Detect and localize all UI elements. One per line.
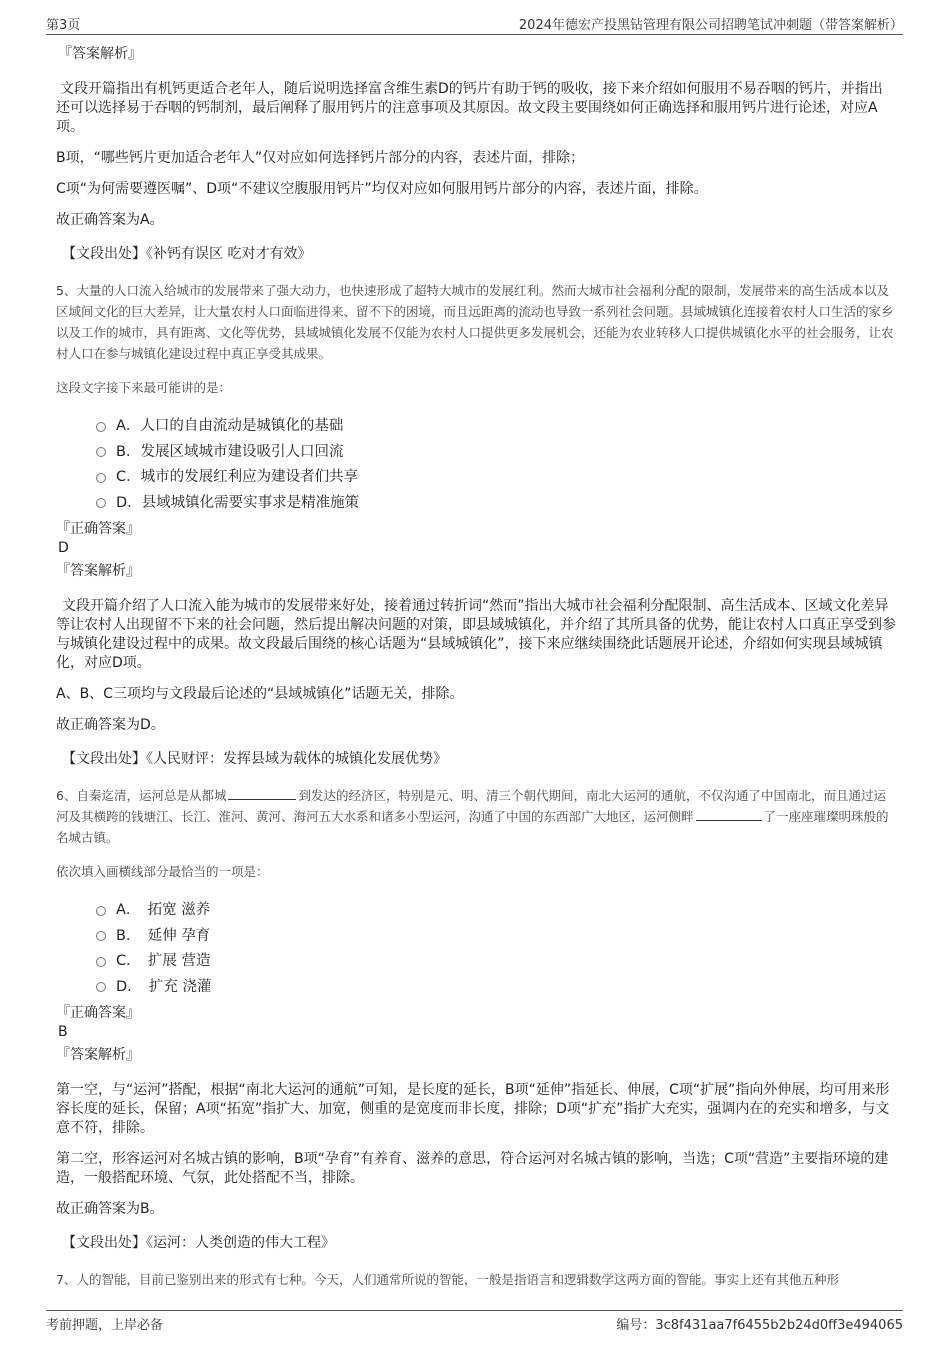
option-c[interactable] bbox=[96, 463, 896, 489]
q4-analysis bbox=[56, 44, 896, 264]
page-header bbox=[0, 0, 950, 34]
answer-value: B bbox=[58, 1024, 68, 1040]
option-d[interactable] bbox=[96, 973, 896, 999]
document-id: 编号：3c8f431aa7f6455b2b24d0ff3e494065 bbox=[616, 1318, 903, 1333]
question-text: 5、大量的人口流入给城市的发展带来了强大动力，也快速形成了超特大城市的发展红利。然而大城市社会福利分配的限制，发展带来的高生活成本以及区域间文化的巨大差异，让大量农村人口面临进得来、留不下的困境，而且远距离的流动也导致一系列社会问题。县域城镇化连接着农村人口生活的家乡以及工作的城市，具有距离、文化等优势，县域城镇化发展不仅能为农村人口提供更多发展机会，还能为农业转移人口提供城镇化水平的社会服务，让农村人口在参与城镇化建设过程中真正享受其成果。 bbox=[56, 283, 894, 361]
radio-icon[interactable] bbox=[96, 422, 106, 432]
option-list bbox=[56, 412, 896, 514]
option-a[interactable] bbox=[96, 412, 896, 438]
option-label: A． 拓宽 滋养 bbox=[116, 902, 211, 919]
option-d[interactable] bbox=[96, 489, 896, 515]
answer-label: 『正确答案』 bbox=[56, 521, 140, 537]
analysis-paragraph: C项“为何需要遵医嘱”、D项“不建议空腹服用钙片”均仅对应如何服用钙片部分的内容，表述片面，排除。 bbox=[56, 181, 708, 197]
option-label: B．发展区域城市建设吸引人口回流 bbox=[116, 443, 344, 460]
document-title: 2024年德宏产投黑钻管理有限公司招聘笔试冲刺题（带答案解析） bbox=[518, 18, 903, 33]
page-number: 第3页 bbox=[46, 18, 81, 33]
answer-label: 『正确答案』 bbox=[56, 1005, 140, 1021]
analysis-label: 『答案解析』 bbox=[56, 1047, 140, 1063]
question-7 bbox=[56, 1269, 896, 1290]
option-a[interactable] bbox=[96, 896, 896, 922]
option-list bbox=[56, 896, 896, 998]
radio-icon[interactable] bbox=[96, 498, 106, 508]
source-citation: 【文段出处】《补钙有误区 吃对才有效》 bbox=[62, 246, 312, 262]
option-label: C．城市的发展红利应为建设者们共享 bbox=[116, 469, 359, 486]
analysis-conclusion: 故正确答案为A。 bbox=[56, 212, 164, 228]
question-text: 7、人的智能，目前已鉴别出来的形式有七种。今天，人们通常所说的智能，一般是指语言和逻辑数学这两方面的智能。事实上还有其他五种形 bbox=[56, 1272, 839, 1287]
option-b[interactable] bbox=[96, 922, 896, 948]
question-text: 6、自秦迄清，运河总是从都城 到发达的经济区，特别是元、明、清三个朝代期间，南北大运河的通航，不仅沟通了中国南北，而且通过运河及其横跨的钱塘江、长江、淮河、黄河、海河五大水系和诸多小型运河，沟通了中国的东西部广大地区，运河侧畔 了一座座璀璨明珠般的名城古镇。 bbox=[56, 788, 889, 845]
footer-divider bbox=[46, 1310, 903, 1311]
radio-icon[interactable] bbox=[96, 906, 106, 916]
question-prompt: 依次填入画横线部分最恰当的一项是： bbox=[56, 864, 269, 879]
analysis-conclusion: 故正确答案为B。 bbox=[56, 1201, 164, 1217]
option-label: A．人口的自由流动是城镇化的基础 bbox=[116, 418, 344, 435]
answer-value: D bbox=[58, 540, 69, 556]
page-content bbox=[56, 44, 896, 1290]
analysis-paragraph: 文段开篇指出有机钙更适合老年人，随后说明选择富含维生素D的钙片有助于钙的吸收，接下来介绍如何服用不易吞咽的钙片，并指出还可以选择易于吞咽的钙制剂，最后阐释了服用钙片的注意事项及其原因。故文段主要围绕如何正确选择和服用钙片进行论述，对应A项。 bbox=[56, 81, 883, 135]
question-prompt: 这段文字接下来最可能讲的是： bbox=[56, 380, 232, 395]
radio-icon[interactable] bbox=[96, 931, 106, 941]
blank-2 bbox=[696, 808, 762, 821]
question-5 bbox=[56, 280, 896, 769]
source-citation: 【文段出处】《运河：人类创造的伟大工程》 bbox=[62, 1235, 335, 1251]
radio-icon[interactable] bbox=[96, 447, 106, 457]
analysis-paragraph: A、B、C三项均与文段最后论述的“县域城镇化”话题无关，排除。 bbox=[56, 686, 464, 702]
analysis-label: 『答案解析』 bbox=[58, 46, 142, 62]
analysis-paragraph: 第一空，与“运河”搭配，根据“南北大运河的通航”可知，是长度的延长，B项“延伸”指延长、伸展，C项“扩展”指向外伸展，均可用来形容长度的延长，保留；A项“拓宽”指扩大、加宽，侧重的是宽度而非长度，排除；D项“扩充”指扩大充实，强调内在的充实和增多，与文意不符，排除。 bbox=[56, 1082, 890, 1136]
analysis-paragraph: 文段开篇介绍了人口流入能为城市的发展带来好处，接着通过转折词“然而”指出大城市社会福利分配限制、高生活成本、区域文化差异等让农村人出现留不下来的社会问题，然后提出解决问题的对策，即县域城镇化，并介绍了其所具备的优势，能让农村人口真正享受到参与城镇化建设过程中的成果。故文段最后围绕的核心话题为“县域城镇化”，接下来应继续围绕此话题展开论述，介绍如何实现县域城镇化，对应D项。 bbox=[56, 598, 896, 671]
option-label: D．县域城镇化需要实事求是精准施策 bbox=[116, 494, 360, 511]
blank-1 bbox=[228, 787, 296, 800]
analysis-conclusion: 故正确答案为D。 bbox=[56, 717, 165, 733]
option-label: C． 扩展 营造 bbox=[116, 953, 211, 970]
footer-slogan: 考前押题，上岸必备 bbox=[46, 1318, 164, 1333]
source-citation: 【文段出处】《人民财评：发挥县域为载体的城镇化发展优势》 bbox=[62, 751, 447, 767]
header-divider bbox=[46, 34, 903, 35]
option-c[interactable] bbox=[96, 947, 896, 973]
option-label: D． 扩充 浇灌 bbox=[116, 978, 212, 995]
question-6 bbox=[56, 785, 896, 1253]
analysis-paragraph: B项，“哪些钙片更加适合老年人”仅对应如何选择钙片部分的内容，表述片面，排除； bbox=[56, 150, 585, 166]
option-b[interactable] bbox=[96, 438, 896, 464]
radio-icon[interactable] bbox=[96, 982, 106, 992]
radio-icon[interactable] bbox=[96, 957, 106, 967]
analysis-label: 『答案解析』 bbox=[56, 563, 140, 579]
radio-icon[interactable] bbox=[96, 473, 106, 483]
analysis-paragraph: 第二空，形容运河对名城古镇的影响，B项“孕育”有养育、滋养的意思，符合运河对名城古镇的影响，当选；C项“营造”主要指环境的建造，一般搭配环境、气氛，此处搭配不当，排除。 bbox=[56, 1151, 889, 1186]
option-label: B． 延伸 孕育 bbox=[116, 927, 211, 944]
